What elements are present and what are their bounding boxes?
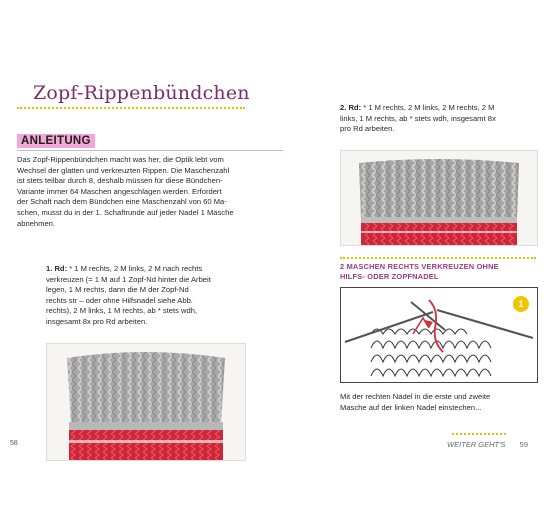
section-heading: ANLEITUNG	[17, 134, 95, 148]
round1-line: legen, 1 M rechts, dann die M der Zopf-Nd	[46, 285, 189, 295]
intro-line: ist stets teilbar durch 8, deshalb müssen für diese Bündchen-	[17, 176, 223, 186]
round2-instructions	[340, 103, 535, 135]
section2-title-line: 2 MASCHEN RECHTS VERKREUZEN OHNE	[340, 262, 499, 271]
section2-dotted-rule	[340, 257, 536, 259]
round1-instructions	[46, 264, 266, 328]
page-number-right: 59	[519, 440, 528, 449]
round1-line: verkreuzen (= 1 M auf 1 Zopf-Nd hinter die Arbeit	[46, 274, 211, 284]
heading-rule	[17, 150, 283, 151]
intro-line: Das Zopf-Rippenbündchen macht was her, die Optik lebt vom	[17, 155, 224, 164]
round1-line: rechts), 2 M links, 1 M rechts, ab * stets wdh,	[46, 306, 198, 316]
round2-line: * 1 M rechts, 2 M links, 2 M rechts, 2 M	[361, 103, 495, 112]
intro-line: schen, musst du in der 1. Schaftrunde auf jeder Nadel 1 Masche	[17, 207, 234, 217]
section2-title	[340, 262, 515, 281]
step-badge: 1	[513, 296, 529, 312]
diagram-caption	[340, 392, 536, 413]
intro-line: abnehmen.	[17, 218, 55, 228]
section2-title-line: HILFS- ODER ZOPFNADEL	[340, 271, 439, 281]
footer-label: WEITER GEHT'S	[447, 440, 506, 449]
intro-paragraph	[17, 155, 287, 229]
caption-line: Mit der rechten Nadel in die erste und zweite	[340, 392, 491, 401]
cuff-photo-right	[340, 150, 538, 246]
round1-line: insgesamt 8x pro Rd arbeiten.	[46, 316, 148, 326]
knitting-stitch-diagram	[341, 288, 537, 382]
cuff-photo-left	[46, 343, 246, 461]
knitting-diagram	[340, 287, 538, 383]
round1-line: * 1 M rechts, 2 M links, 2 M nach rechts	[67, 264, 203, 273]
intro-line: Variante immer 64 Maschen angeschlagen werden. Erfordert	[17, 186, 222, 196]
intro-line: Wechsel der glatten und verkreuzten Rippen. Die Maschenzahl	[17, 165, 230, 175]
caption-line: Masche auf der linken Nadel einstechen...	[340, 402, 482, 412]
knit-cuff-illustration	[341, 151, 537, 245]
footer-next[interactable]	[447, 440, 528, 449]
footer-dotted-rule	[452, 433, 506, 435]
knit-cuff-illustration	[47, 344, 245, 460]
title-dotted-rule	[17, 107, 245, 109]
intro-line: der Schaft nach dem Bündchen eine Maschenzahl von 60 Ma-	[17, 197, 227, 207]
round1-line: rechts str – oder ohne Hilfsnadel siehe Abb.	[46, 295, 193, 305]
round1-label: 1. Rd:	[46, 264, 68, 273]
round2-label: 2. Rd:	[340, 103, 362, 112]
round2-line: pro Rd arbeiten.	[340, 124, 395, 134]
round2-line: links, 1 M rechts, ab * stets wdh, insgesamt 8x	[340, 113, 496, 123]
page-title: Zopf-Rippenbündchen	[33, 82, 250, 104]
page-number-left: 58	[10, 440, 18, 447]
